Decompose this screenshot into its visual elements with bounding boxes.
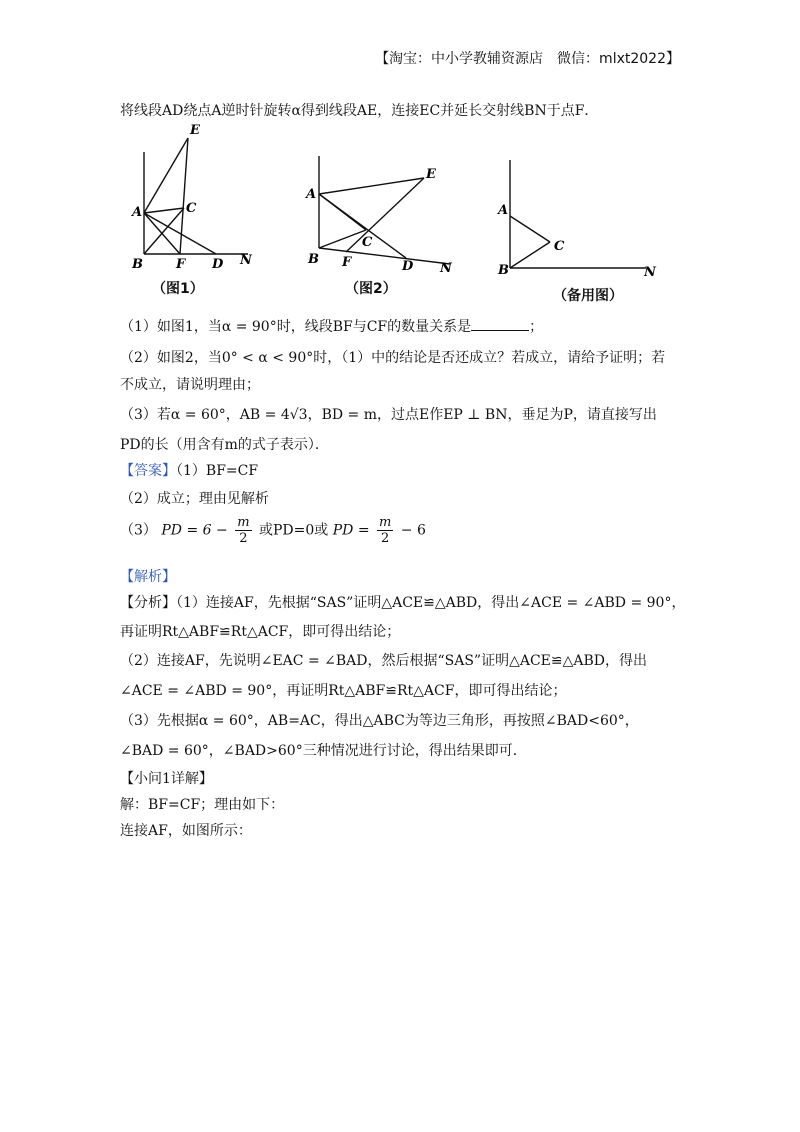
question-1-end: ；	[529, 319, 544, 335]
answer-blank	[471, 318, 529, 331]
question-3-line-2: PD的长（用含有m的式子表示）．	[120, 437, 329, 453]
question-1	[120, 316, 543, 336]
answer-3-tail: − 6	[400, 522, 426, 539]
fig2-ray-bn	[319, 248, 450, 264]
fraction-numerator: m	[379, 515, 392, 530]
question-2-line-2: 不成立，请说明理由；	[120, 377, 260, 393]
fig1-line-ac	[144, 208, 184, 213]
figure-backup	[494, 158, 664, 283]
fig2-caption: （图2）	[345, 281, 397, 297]
fig2-label-c: C	[362, 235, 373, 250]
figure-2	[302, 148, 462, 278]
analysis-line-9: 连接AF，如图所示：	[120, 823, 252, 839]
fig2-label-n: N	[440, 261, 452, 276]
fraction-m-over-2-b	[377, 516, 393, 545]
analysis-line-2: 再证明Rt△ABF≌Rt△ACF，即可得出结论；	[120, 624, 401, 640]
question-3-line-1: （3）若α = 60°，AB = 4√3，BD = m，过点E作EP ⊥ BN，垂足为P，请直接写出	[120, 407, 657, 423]
answer-1: （1）BF=CF	[176, 463, 259, 479]
fig1-label-b: B	[132, 257, 143, 272]
fig2-label-b: B	[308, 252, 319, 267]
fig2-line-ef	[346, 178, 424, 252]
fig2-label-d: D	[402, 259, 414, 274]
answer-3-pd1: PD = 6 −	[161, 522, 228, 539]
fig1-line-ae	[144, 138, 188, 213]
analysis-line-5: （3）先根据α = 60°，AB=AC，得出△ABC为等边三角形，再按照∠BAD<60°，	[120, 713, 639, 729]
analysis-line-7: 【小问1详解】	[120, 771, 213, 787]
fig1-caption: （图1）	[152, 281, 204, 297]
fig2-label-a: A	[306, 187, 317, 202]
fig1-line-bc	[144, 208, 184, 254]
fig1-label-a: A	[132, 205, 143, 220]
fig3-line-ac	[510, 216, 550, 242]
header-watermark: 【淘宝：中小学教辅资源店 微信：mlxt2022】	[375, 51, 680, 67]
fig1-label-c: C	[186, 201, 197, 216]
fig3-label-b: B	[498, 263, 509, 278]
problem-intro: 将线段AD绕点A逆时针旋转α得到线段AE，连接EC并延长交射线BN于点F．	[120, 103, 599, 119]
fig3-label-c: C	[554, 239, 565, 254]
analysis-line-1: 【分析】（1）连接AF，先根据“SAS”证明△ACE≌△ABD，得出∠ACE = ∠ABD = 90°，	[120, 595, 686, 611]
fig3-label-a: A	[498, 203, 509, 218]
fraction-denominator: 2	[381, 531, 390, 546]
figure-1	[128, 120, 268, 275]
fig2-line-ae	[319, 178, 424, 194]
answer-3-pd2: PD =	[332, 522, 370, 539]
analysis-line-3: （2）连接AF，先说明∠EAC = ∠BAD，然后根据“SAS”证明△ACE≌△ABD，得出	[120, 653, 648, 669]
fig3-line-bc	[510, 242, 550, 268]
analysis-line-6: ∠BAD = 60°，∠BAD>60°三种情况进行讨论，得出结果即可．	[120, 743, 527, 759]
fig3-label-n: N	[644, 265, 656, 280]
answer-3	[120, 516, 426, 545]
question-2-line-1: （2）如图2，当0° < α < 90°时，（1）中的结论是否还成立？若成立，请给予证明；若	[120, 350, 666, 366]
answer-2: （2）成立；理由见解析	[120, 491, 269, 507]
answer-tag: 【答案】	[120, 463, 176, 479]
analysis-line-8: 解：BF=CF；理由如下：	[120, 797, 285, 813]
fig3-caption: （备用图）	[553, 288, 623, 304]
fraction-numerator: m	[237, 515, 250, 530]
fig2-label-e: E	[426, 167, 436, 182]
answer-line-1	[120, 460, 258, 480]
fraction-denominator: 2	[239, 531, 248, 546]
analysis-line-4: ∠ACE = ∠ABD = 90°，再证明Rt△ABF≌Rt△ACF，即可得出结论；	[120, 683, 567, 699]
analysis-tag: 【解析】	[120, 569, 176, 585]
fig1-label-n: N	[240, 253, 252, 268]
answer-3-prefix: （3）	[120, 522, 157, 539]
fraction-m-over-2-a	[235, 516, 251, 545]
fig1-label-e: E	[190, 123, 200, 138]
fig1-label-d: D	[212, 257, 224, 272]
question-1-text: （1）如图1，当α = 90°时，线段BF与CF的数量关系是	[120, 319, 472, 335]
answer-3-or: 或PD=0或	[258, 522, 329, 539]
fig2-label-f: F	[342, 255, 352, 270]
fig1-label-f: F	[176, 257, 186, 272]
